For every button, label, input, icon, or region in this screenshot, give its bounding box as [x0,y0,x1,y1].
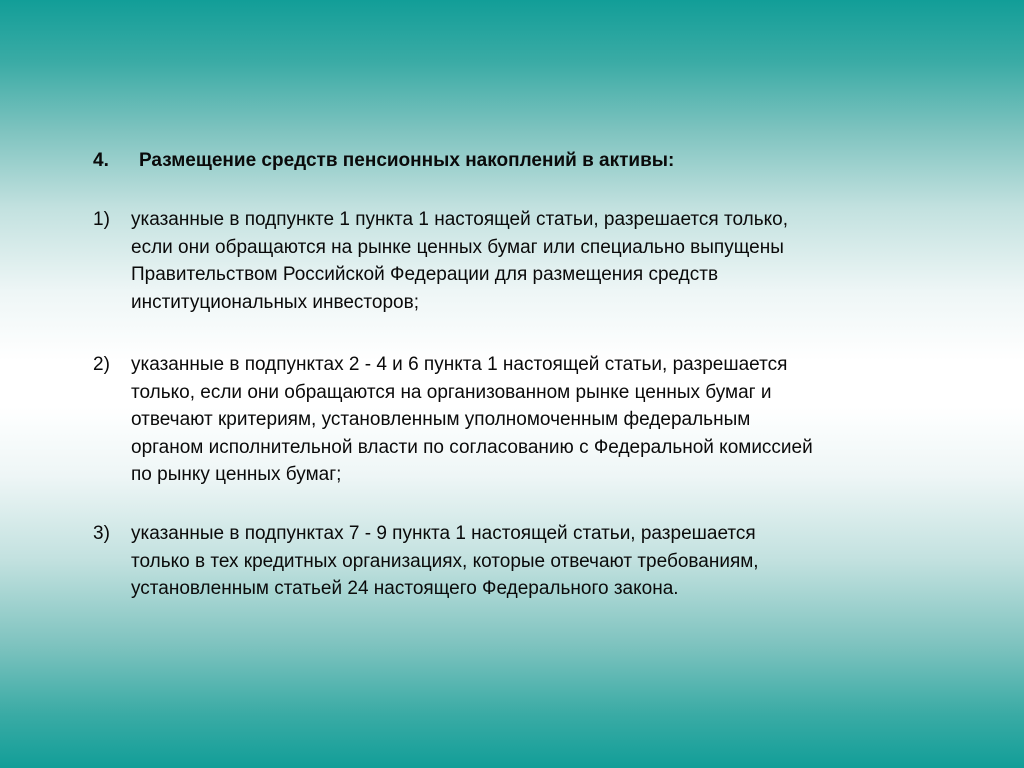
list-item [93,206,973,316]
list-item-number: 3) [93,523,110,544]
section-heading [93,147,973,175]
section-title: Размещение средств пенсионных накоплений в активы: [139,150,675,171]
list-item-text: указанные в подпункте 1 пункта 1 настоящей статьи, разрешается только, если они обращаются на рынке ценных бумаг или специально выпущены Правительством Российской Федерации для размещения средств институциональных инвесторов; [131,209,788,313]
list-item [93,351,973,489]
list-item-number: 2) [93,354,110,375]
list-item-text: указанные в подпунктах 2 - 4 и 6 пункта 1 настоящей статьи, разрешается только, если они обращаются на организованном рынке ценных бумаг и отвечают критериям, установленным уполномоченным федеральным органом исполнительной власти по согласованию с Федеральной комиссией по рынку ценных бумаг; [131,354,813,485]
list-item-text: указанные в подпунктах 7 - 9 пункта 1 настоящей статьи, разрешается только в тех кредитных организациях, которые отвечают требованиям, установленным статьей 24 настоящего Федерального закона. [131,523,759,599]
list-item [93,520,973,603]
list-item-number: 1) [93,209,110,230]
section-number: 4. [93,150,109,171]
